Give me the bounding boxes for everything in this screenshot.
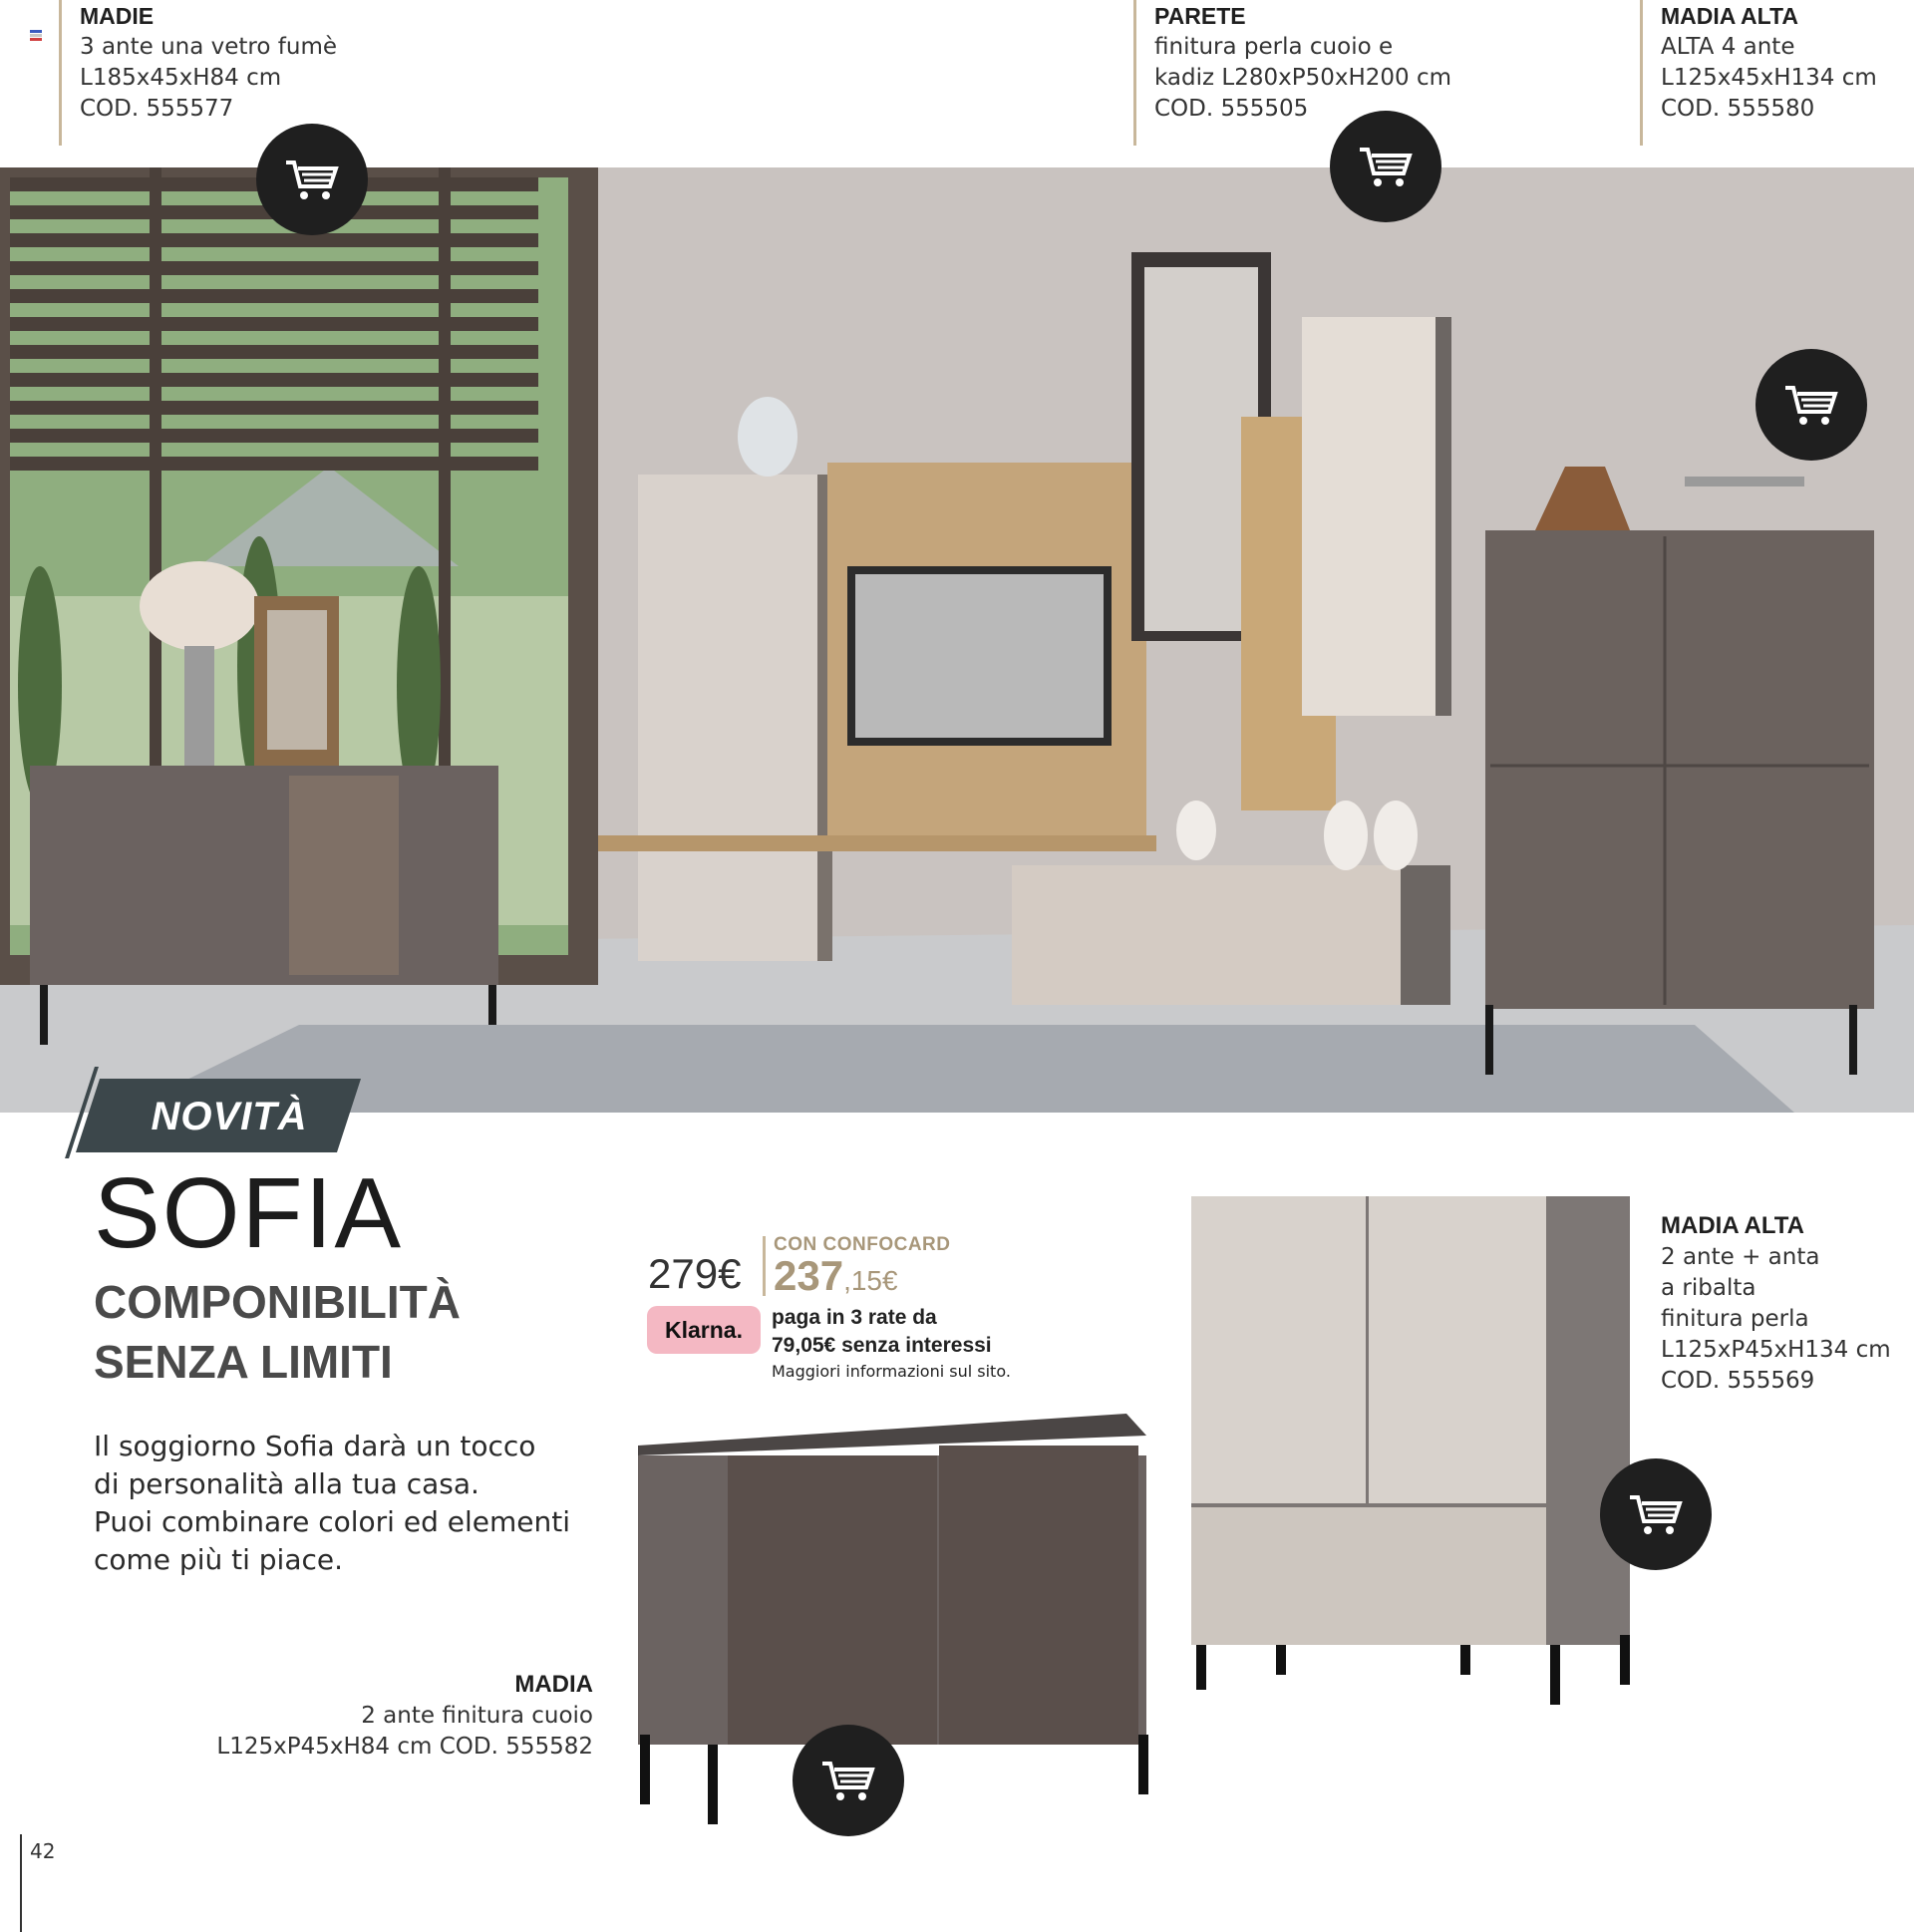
cart-button-madia-alta[interactable]	[1600, 1458, 1712, 1570]
collection-subtitle-1: COMPONIBILITÀ	[94, 1276, 461, 1328]
product-title: MADIE	[80, 3, 155, 29]
product-title: MADIA ALTA	[1661, 1212, 1804, 1239]
confocard-price	[774, 1252, 898, 1300]
klarna-info	[772, 1304, 992, 1360]
collection-title: SOFIA	[94, 1157, 404, 1269]
product-line: a ribalta	[1661, 1275, 1756, 1301]
product-title: PARETE	[1154, 3, 1246, 29]
page-divider	[20, 1834, 22, 1932]
more-info-text: Maggiori informazioni sul sito.	[772, 1362, 1011, 1381]
cart-button-parete[interactable]	[1330, 111, 1441, 222]
description-line: Il soggiorno Sofia darà un tocco	[94, 1430, 536, 1462]
madia-alta-image	[1191, 1196, 1645, 1715]
page-number: 42	[30, 1839, 56, 1863]
collection-subtitle-2: SENZA LIMITI	[94, 1336, 393, 1388]
cart-button-madia[interactable]	[793, 1725, 904, 1836]
product-line: L125xP45xH84 cm COD. 555582	[216, 1734, 593, 1760]
hero-room-image	[0, 167, 1914, 1113]
shopping-cart-icon	[1358, 144, 1414, 189]
product-title: MADIA ALTA	[1661, 3, 1798, 29]
product-line: COD. 555569	[1661, 1368, 1815, 1394]
product-line: finitura perla cuoio e	[1154, 34, 1394, 60]
collection-description	[94, 1428, 612, 1579]
product-line: finitura perla	[1661, 1306, 1809, 1332]
product-line: 2 ante finitura cuoio	[361, 1703, 593, 1729]
confocard-label: CON CONFOCARD	[774, 1234, 951, 1255]
product-line: L125x45xH134 cm	[1661, 65, 1877, 91]
product-line: 3 ante una vetro fumè	[80, 34, 337, 60]
product-line: COD. 555580	[1661, 96, 1815, 122]
room-illustration	[0, 167, 1914, 1113]
shopping-cart-icon	[1783, 382, 1839, 428]
regular-price: 279€	[648, 1250, 742, 1297]
top-product-madia-alta	[1640, 0, 1877, 146]
klarna-badge[interactable]: Klarna.	[647, 1306, 761, 1354]
shopping-cart-icon	[1628, 1491, 1684, 1537]
klarna-line: 79,05€ senza interessi	[772, 1334, 992, 1357]
product-line: L125xP45xH134 cm	[1661, 1337, 1891, 1363]
novita-badge: NOVITÀ	[151, 1095, 308, 1138]
product-line: kadiz L280xP50xH200 cm	[1154, 65, 1452, 91]
product-madia-info	[216, 1669, 593, 1763]
shopping-cart-icon	[284, 157, 340, 202]
product-line: ALTA 4 ante	[1661, 34, 1795, 60]
klarna-line: paga in 3 rate da	[772, 1306, 937, 1329]
product-title: MADIA	[514, 1671, 593, 1698]
price-divider	[763, 1236, 766, 1296]
product-line: L185x45xH84 cm	[80, 65, 282, 91]
product-madia-alta-info	[1661, 1210, 1891, 1397]
confocard-price-int: 237	[774, 1252, 844, 1299]
flag-icon	[30, 30, 42, 40]
shopping-cart-icon	[820, 1758, 876, 1803]
description-line: Puoi combinare colori ed elementi	[94, 1505, 570, 1538]
product-line: COD. 555505	[1154, 96, 1309, 122]
cart-button-madia-alta-top[interactable]	[1755, 349, 1867, 461]
confocard-price-dec: ,15€	[843, 1265, 898, 1296]
description-line: di personalità alla tua casa.	[94, 1467, 479, 1500]
product-line: COD. 555577	[80, 96, 234, 122]
product-line: 2 ante + anta	[1661, 1244, 1820, 1270]
description-line: come più ti piace.	[94, 1543, 344, 1576]
top-product-madie	[59, 0, 337, 146]
cart-button-madie[interactable]	[256, 124, 368, 235]
